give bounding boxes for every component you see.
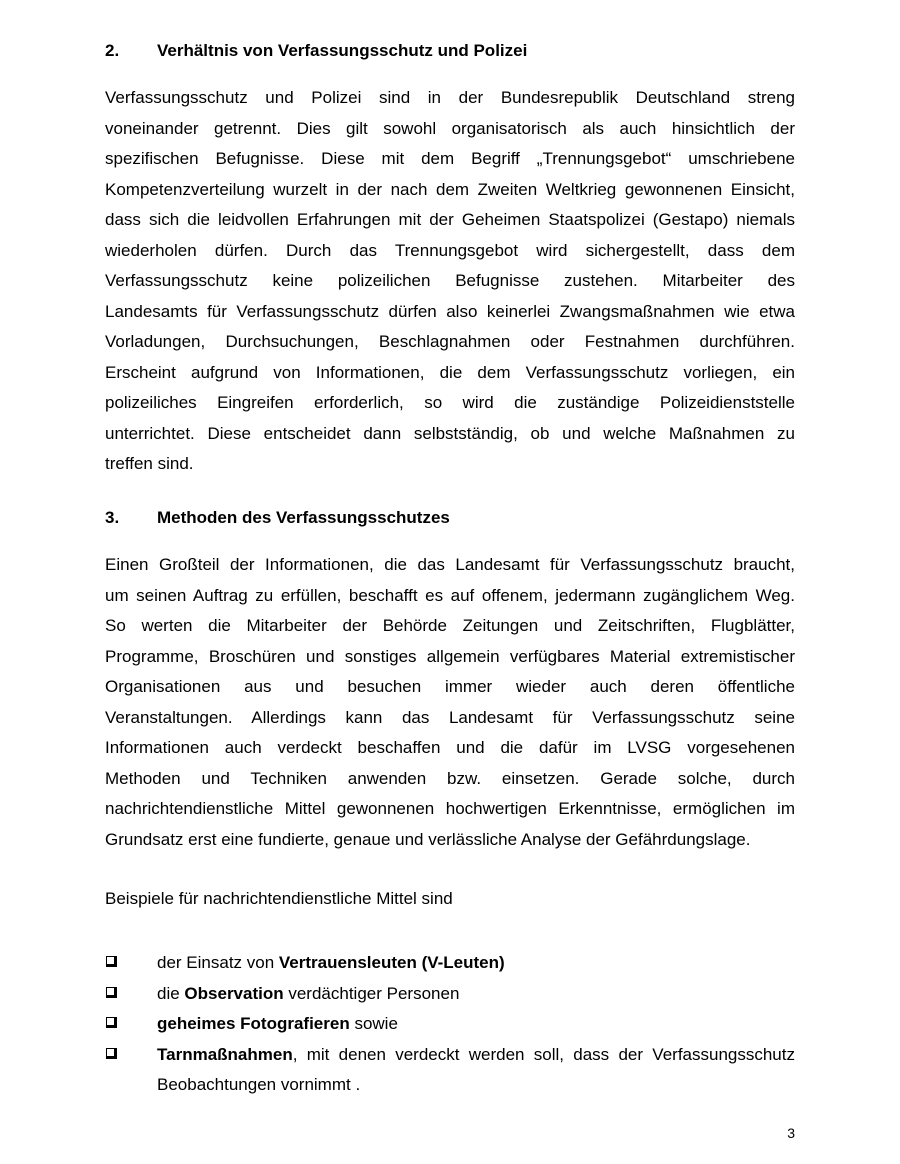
- section-3-title: Methoden des Verfassungsschutzes: [157, 508, 450, 527]
- bullet-text: sowie: [349, 1014, 398, 1033]
- paragraph-line: Landesamts für Verfassungsschutz dürfen also keinerlei Zwangsmaßnahmen wie etwa: [105, 301, 795, 321]
- section-2-paragraph: [105, 83, 795, 480]
- paragraph-line: Kompetenzverteilung wurzelt in der nach dem Zweiten Weltkrieg gewonnenen Einsicht,: [105, 179, 795, 199]
- paragraph-line: spezifischen Befugnisse. Diese mit dem Begriff „Trennungsgebot“ umschriebene: [105, 149, 795, 168]
- paragraph-line: unterrichtet. Diese entscheidet dann selbstständig, ob und welche Maßnahmen zu: [105, 423, 795, 443]
- examples-list: [105, 948, 795, 1101]
- checkbox-bullet-icon: [106, 1048, 117, 1059]
- list-item: [105, 979, 795, 1010]
- examples-lead: Beispiele für nachrichtendienstliche Mittel sind: [105, 889, 453, 908]
- paragraph-line: Methoden und Techniken anwenden bzw. einsetzen. Gerade solche, durch: [105, 768, 795, 788]
- paragraph-line: Verfassungsschutz und Polizei sind in der Bundesrepublik Deutschland streng: [105, 88, 795, 107]
- paragraph-line: voneinander getrennt. Dies gilt sowohl organisatorisch als auch hinsichtlich der: [105, 118, 795, 138]
- paragraph-line: Veranstaltungen. Allerdings kann das Landesamt für Verfassungsschutz seine: [105, 707, 795, 727]
- list-item: [105, 1009, 795, 1040]
- bullet-text: verdächtiger Personen: [283, 983, 460, 1003]
- bullet-text: , mit denen verdeckt werden soll, dass der Verfassungsschutz: [292, 1044, 795, 1064]
- paragraph-line: polizeiliches Eingreifen erforderlich, so wird die zuständige Polizeidienststelle: [105, 393, 795, 412]
- paragraph-line: So werten die Mitarbeiter der Behörde Zeitungen und Zeitschriften, Flugblätter,: [105, 616, 795, 635]
- checkbox-bullet-icon: [106, 956, 117, 967]
- paragraph-line: Erscheint aufgrund von Informationen, die dem Verfassungsschutz vorliegen, ein: [105, 362, 795, 382]
- list-item: [105, 1040, 795, 1101]
- section-2-heading: [105, 40, 527, 62]
- page-number: 3: [787, 1125, 795, 1141]
- paragraph-line: Organisationen aus und besuchen immer wieder auch deren öffentliche: [105, 677, 795, 696]
- bullet-text: der Einsatz von: [157, 953, 279, 972]
- paragraph-line: wiederholen dürfen. Durch das Trennungsgebot wird sichergestellt, dass dem: [105, 240, 795, 260]
- paragraph-line: treffen sind.: [105, 454, 194, 473]
- section-2-number: 2.: [105, 41, 120, 60]
- paragraph-line: nachrichtendienstliche Mittel gewonnenen hochwertigen Erkenntnisse, ermöglichen im: [105, 799, 795, 818]
- paragraph-line: Informationen auch verdeckt beschaffen und die dafür im LVSG vorgesehenen: [105, 738, 795, 757]
- paragraph-line: Einen Großteil der Informationen, die das Landesamt für Verfassungsschutz braucht,: [105, 555, 795, 574]
- section-3-paragraph: [105, 550, 795, 855]
- bullet-continuation-text: Beobachtungen vornimmt .: [157, 1075, 361, 1094]
- section-2-title: Verhältnis von Verfassungsschutz und Polizei: [157, 41, 528, 60]
- section-3-number: 3.: [105, 508, 120, 527]
- bullet-bold-text: Vertrauensleuten (V-Leuten): [278, 953, 505, 972]
- bullet-bold-text: Observation: [184, 983, 284, 1003]
- bullet-bold-text: geheimes Fotografieren: [157, 1014, 350, 1033]
- paragraph-line: Programme, Broschüren und sonstiges allgemein verfügbares Material extremistischer: [105, 646, 795, 666]
- section-3-heading: [105, 507, 450, 529]
- checkbox-bullet-icon: [106, 1017, 117, 1028]
- paragraph-line: Vorladungen, Durchsuchungen, Beschlagnahmen oder Festnahmen durchführen.: [105, 332, 795, 351]
- paragraph-line: Grundsatz erst eine fundierte, genaue und verlässliche Analyse der Gefährdungslage.: [105, 829, 751, 849]
- list-item: [105, 948, 795, 979]
- paragraph-line: dass sich die leidvollen Erfahrungen mit der Geheimen Staatspolizei (Gestapo) niemals: [105, 210, 795, 229]
- bullet-bold-text: Tarnmaßnahmen: [157, 1044, 293, 1064]
- bullet-text: die: [157, 983, 185, 1003]
- paragraph-line: Verfassungsschutz keine polizeilichen Befugnisse zustehen. Mitarbeiter des: [105, 271, 795, 290]
- paragraph-line: um seinen Auftrag zu erfüllen, beschafft es auf offenem, jedermann zugänglichem Weg.: [105, 585, 795, 605]
- checkbox-bullet-icon: [106, 987, 117, 998]
